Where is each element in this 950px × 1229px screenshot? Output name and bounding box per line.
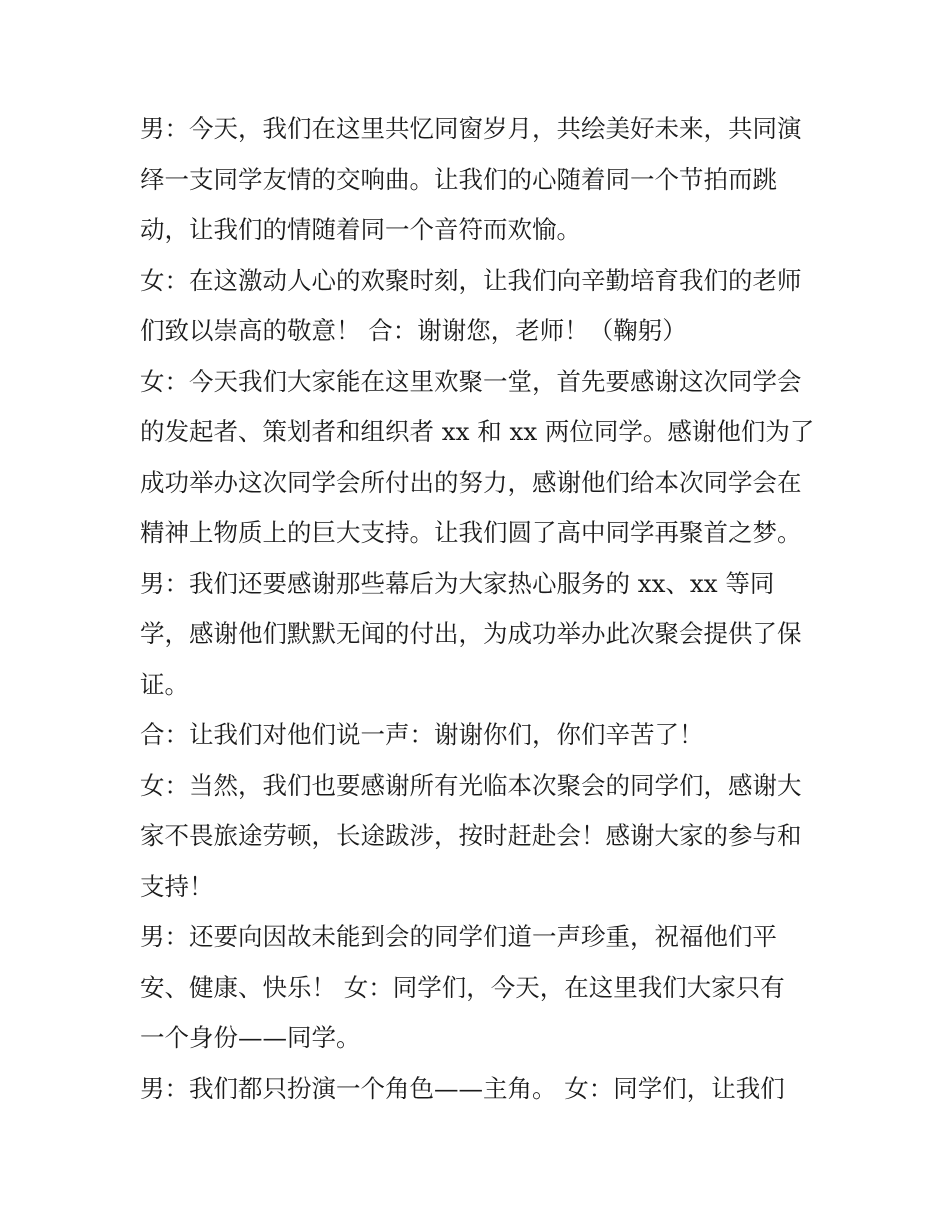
text-line: 绎一支同学友情的交响曲。让我们的心随着同一个节拍而跳	[140, 164, 777, 194]
text-line: 女：在这激动人心的欢聚时刻，让我们向辛勤培育我们的老师	[140, 265, 802, 295]
text-line: 学，感谢他们默默无闻的付出，为成功举办此次聚会提供了保	[140, 619, 802, 648]
text-line: 男：我们都只扮演一个角色——主角。 女：同学们，让我们	[140, 1073, 785, 1103]
text-line: 男：还要向因故未能到会的同学们道一声珍重，祝福他们平	[140, 922, 777, 951]
text-line: 证。	[140, 669, 189, 699]
text-line: 安、健康、快乐！ 女：同学们，今天，在这里我们大家只有	[140, 972, 785, 1002]
text-line: 一个身份——同学。	[140, 1023, 361, 1052]
text-line: 精神上物质上的巨大支持。让我们圆了高中同学再聚首之梦。	[140, 518, 802, 547]
document-body	[140, 104, 830, 1114]
text-line: 支持！	[140, 871, 214, 901]
text-line: 合：让我们对他们说一声：谢谢你们，你们辛苦了！	[140, 720, 704, 749]
text-line: 动，让我们的情随着同一个音符而欢愉。	[140, 215, 581, 244]
text-line: 女：当然，我们也要感谢所有光临本次聚会的同学们，感谢大	[140, 770, 802, 800]
text-line: 女：今天我们大家能在这里欢聚一堂，首先要感谢这次同学会	[140, 366, 802, 396]
text-line: 们致以崇高的敬意！ 合：谢谢您，老师！（鞠躬）	[140, 316, 687, 345]
text-line: 的发起者、策划者和组织者 xx 和 xx 两位同学。感谢他们为了	[140, 417, 815, 446]
text-line: 成功举办这次同学会所付出的努力，感谢他们给本次同学会在	[140, 467, 802, 497]
text-line: 男：我们还要感谢那些幕后为大家热心服务的 xx、xx 等同	[140, 568, 775, 598]
text-line: 男：今天，我们在这里共忆同窗岁月，共绘美好未来，共同演	[140, 114, 802, 143]
text-line: 家不畏旅途劳顿，长途跋涉，按时赶赴会！感谢大家的参与和	[140, 821, 802, 850]
